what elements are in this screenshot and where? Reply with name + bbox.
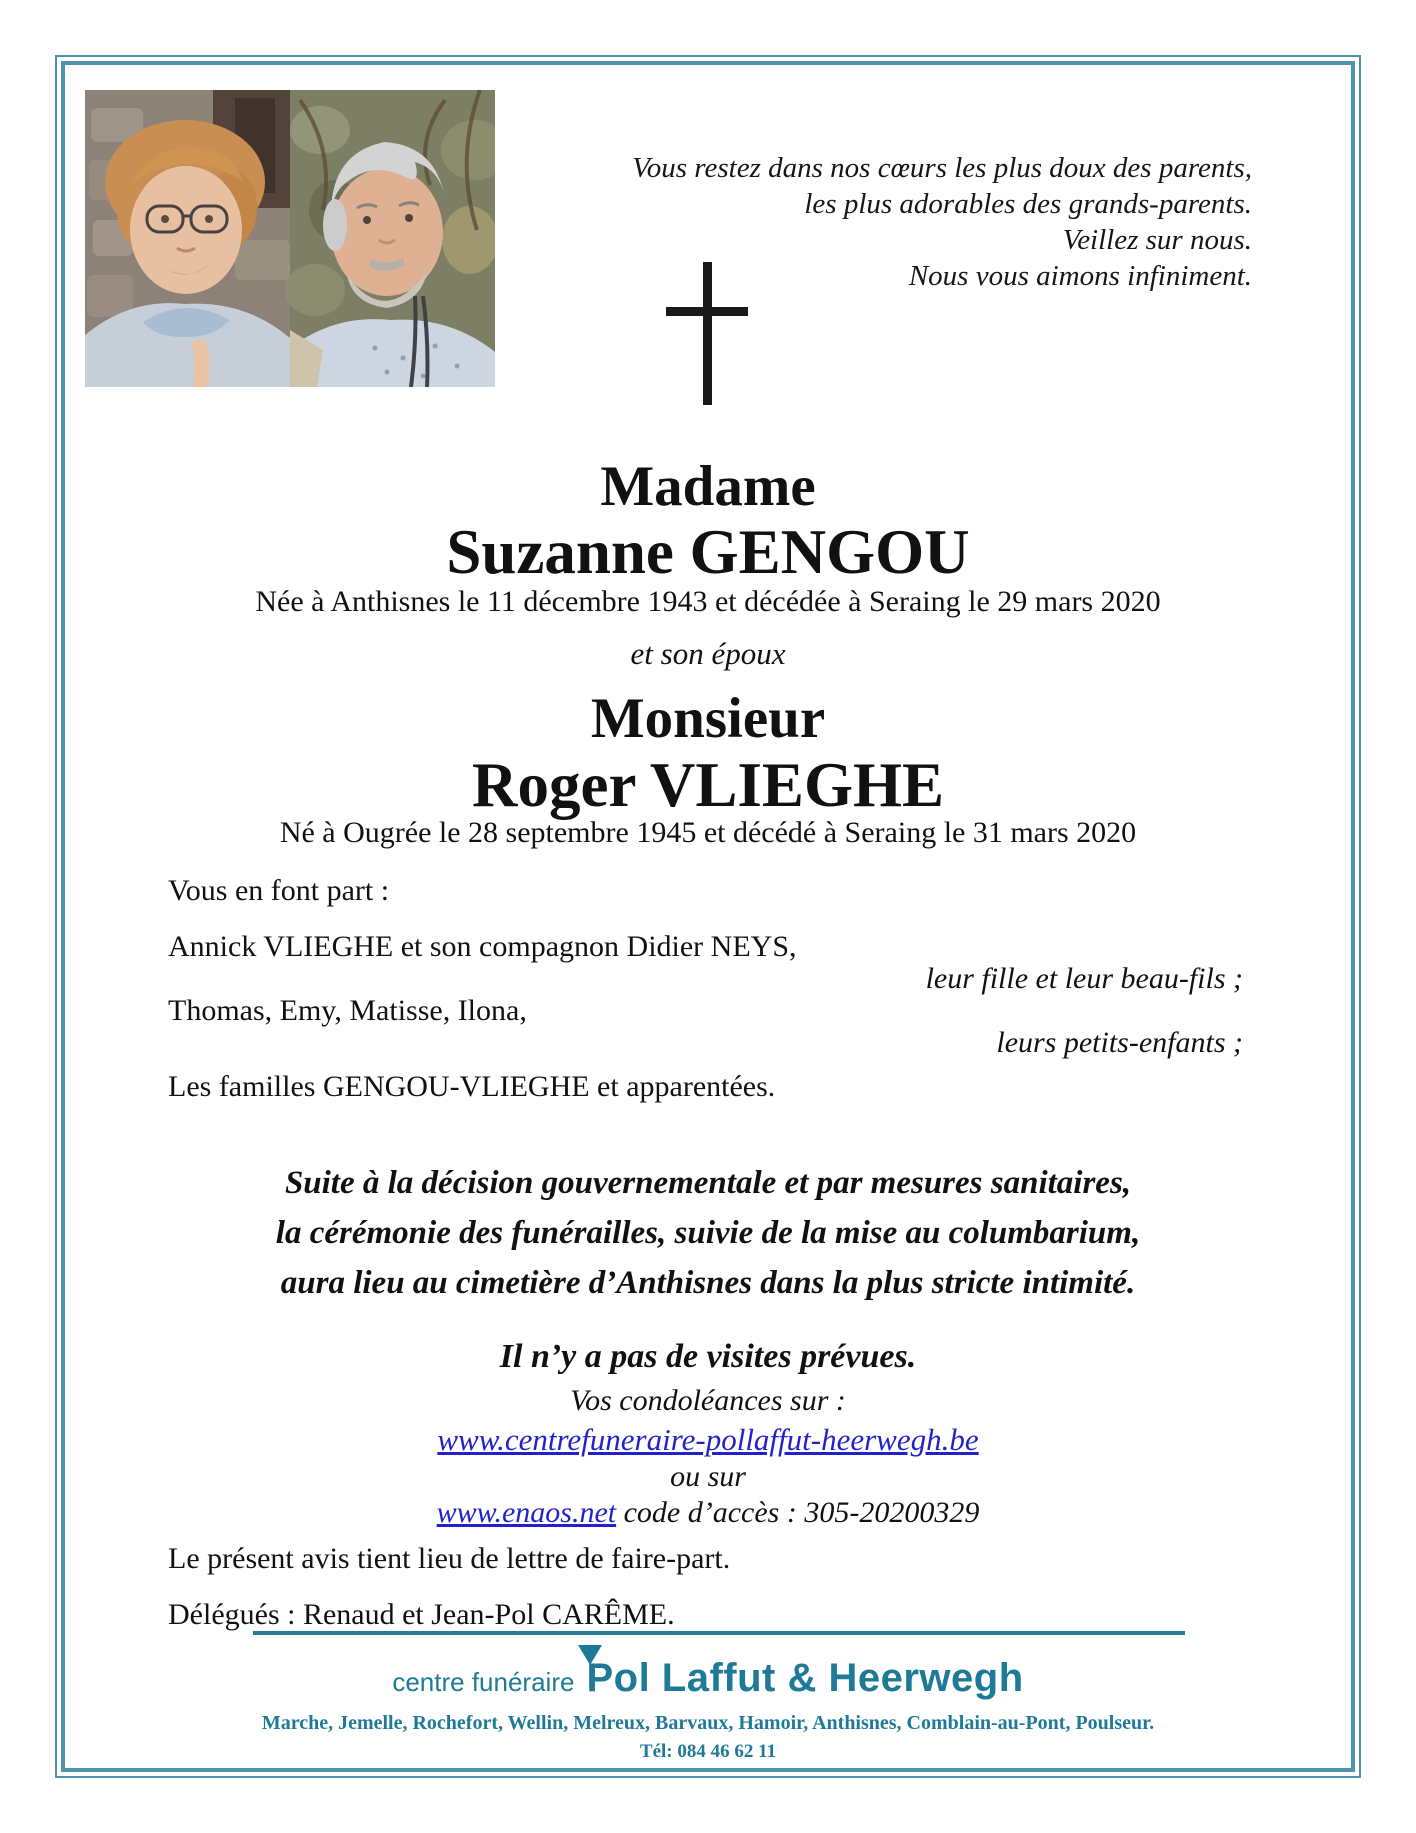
cross-icon [666,262,748,405]
delegates-line: Délégués : Renaud et Jean-Pol CARÊME. [168,1598,675,1631]
family-daughter-row: Annick VLIEGHE et son compagnon Didier NEYS, [168,930,797,963]
notice-line: la cérémonie des funérailles, suivie de la mise au columbarium, [275,1215,1141,1251]
family-extended-row: Les familles GENGOU-VLIEGHE et apparentées. [168,1070,776,1103]
cross-vertical-bar [703,262,712,405]
footer-separator-line [253,1631,1185,1635]
family-grandchildren-row: Thomas, Emy, Matisse, Ilona, [168,994,527,1027]
quote-line: Vous restez dans nos cœurs les plus doux des parents, [632,152,1252,184]
spouse-connector-text: et son époux [630,636,786,671]
closing-notice: Le présent avis tient lieu de lettre de faire-part. [168,1542,731,1575]
funeral-home-phone: Tél: 084 46 62 11 [639,1741,777,1762]
family-daughter-relation: leur fille et leur beau-fils ; [925,962,1243,995]
deceased2-life-dates: Né à Ougrée le 28 septembre 1945 et décédé à Seraing le 31 mars 2020 [279,816,1137,849]
funeral-home-prefix: centre funéraire [392,1667,575,1697]
condolences-or-text: ou sur [670,1460,746,1493]
dedication-quote [492,150,1252,294]
quote-line: les plus adorables des grands-parents. [804,188,1252,220]
condolences-intro: Vos condoléances sur : [570,1384,846,1417]
deceased1-title: Madame [600,455,816,518]
cross-horizontal-bar [666,307,748,316]
enaos-website-link[interactable]: www.enaos.net [436,1496,617,1529]
quote-line: Veillez sur nous. [1062,224,1252,256]
family-grandchildren-relation: leurs petits-enfants ; [996,1026,1243,1059]
couple-portrait-photo [85,90,495,387]
deceased2-name: Roger VLIEGHE [472,750,944,820]
condolences-website-link[interactable]: www.centrefuneraire-pollaffut-heerwegh.be [437,1422,979,1457]
funeral-home-locations: Marche, Jemelle, Rochefort, Wellin, Melreux, Barvaux, Hamoir, Anthisnes, Comblain-au-Pont, Poulseur. [261,1712,1155,1734]
deceased1-name: Suzanne GENGOU [446,517,970,587]
enaos-row [0,1496,1416,1530]
funeral-home-name: Pol Laffut & Heerwegh [586,1656,1024,1700]
quote-line: Nous vous aimons infiniment. [908,260,1252,292]
notice-line: Suite à la décision gouvernementale et par mesures sanitaires, [284,1165,1132,1201]
funeral-home-logo [0,1656,1416,1701]
enaos-access-code: code d’accès : 305-20200329 [616,1496,980,1529]
deceased1-life-dates: Née à Anthisnes le 11 décembre 1943 et décédée à Seraing le 29 mars 2020 [255,585,1161,618]
condolences-link-row [0,1422,1416,1458]
no-visits-notice: Il n’y a pas de visites prévues. [499,1338,917,1375]
notice-line: aura lieu au cimetière d’Anthisnes dans la plus stricte intimité. [280,1265,1136,1301]
family-intro: Vous en font part : [168,874,390,907]
deceased2-title: Monsieur [590,687,826,750]
ceremony-notice [0,1158,1416,1308]
